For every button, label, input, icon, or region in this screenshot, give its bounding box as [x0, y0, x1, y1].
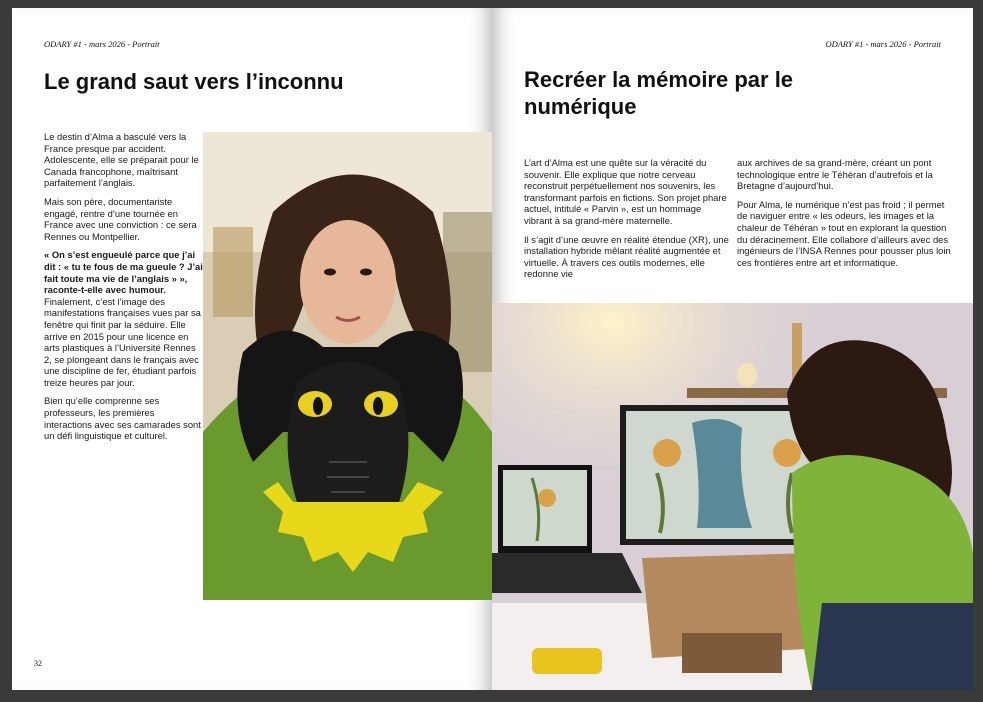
studio-photo [492, 303, 973, 690]
paragraph: Le destin d’Alma a basculé vers la France presque par accident. Adolescente, elle se préparait pour le Canada francophone, maîtrisant parfaitement l’anglais. [44, 131, 199, 189]
paragraph: Il s’agit d’une œuvre en réalité étendue (XR), une installation hybride mêlant réalité augmentée et virtuelle. À travers ces outils modernes, elle redonne vie [524, 233, 729, 280]
paragraph: Pour Alma, le numérique n’est pas froid ; il permet de naviguer entre « les odeurs, les images et la chaleur de Téhéran » tout en explorant la question du déracinement. Elle collabore d’ailleurs avec des ingénieurs de l’INSA Rennes pour pousser plus loin ces frontières entre art et informatique. [737, 198, 951, 268]
body-column [524, 157, 729, 287]
studio-illustration [492, 303, 973, 690]
body-column [737, 157, 952, 275]
running-head: ODARY #1 - mars 2026 - Portrait [44, 39, 160, 49]
right-page [492, 8, 973, 690]
quote-paragraph [44, 249, 204, 388]
quote-followup: Finalement, c’est l’image des manifestations françaises vues par sa fenêtre qui finit par la séduire. Elle arrive en 2015 pour une licence en arts plastiques à l’Université Rennes 2, se plongeant dans le français avec une discipline de fer, étudiant parfois treize heures par jour. [44, 295, 201, 388]
paragraph: L’art d’Alma est une quête sur la véracité du souvenir. Elle explique que notre cerveau reconstruit perpétuellement nos souvenirs, les transformant parfois en fictions. Son projet phare actuel, intitulé « Parvin », est un hommage vibrant à sa grand-mère maternelle. [524, 157, 727, 226]
article-title: Le grand saut vers l’inconnu [44, 69, 344, 94]
pull-quote: « On s’est engueulé parce que j’ai dit : « tu te fous de ma gueule ? J’ai fait toute ma vie de l’anglais » », raconte-t-elle avec humour. [44, 249, 203, 296]
paragraph: Bien qu’elle comprenne ses professeurs, les premières interactions avec ses camarades sont un défi linguistique et culturel. [44, 395, 201, 442]
paragraph: Mais son père, documentariste engagé, rentre d’une tournée en France avec une conviction : ce sera Rennes ou Montpellier. [44, 195, 197, 242]
article-title: Recréer la mémoire par le numérique [524, 67, 794, 119]
body-column [44, 131, 204, 449]
paragraph: aux archives de sa grand-mère, créant un pont technologique entre le Téhéran d’autrefois et la Bretagne d’aujourd’hui. [737, 157, 933, 192]
page-number: 32 [34, 659, 42, 668]
running-head: ODARY #1 - mars 2026 - Portrait [825, 39, 941, 49]
portrait-photo [203, 132, 492, 600]
left-page [12, 8, 492, 690]
portrait-illustration [203, 132, 492, 600]
